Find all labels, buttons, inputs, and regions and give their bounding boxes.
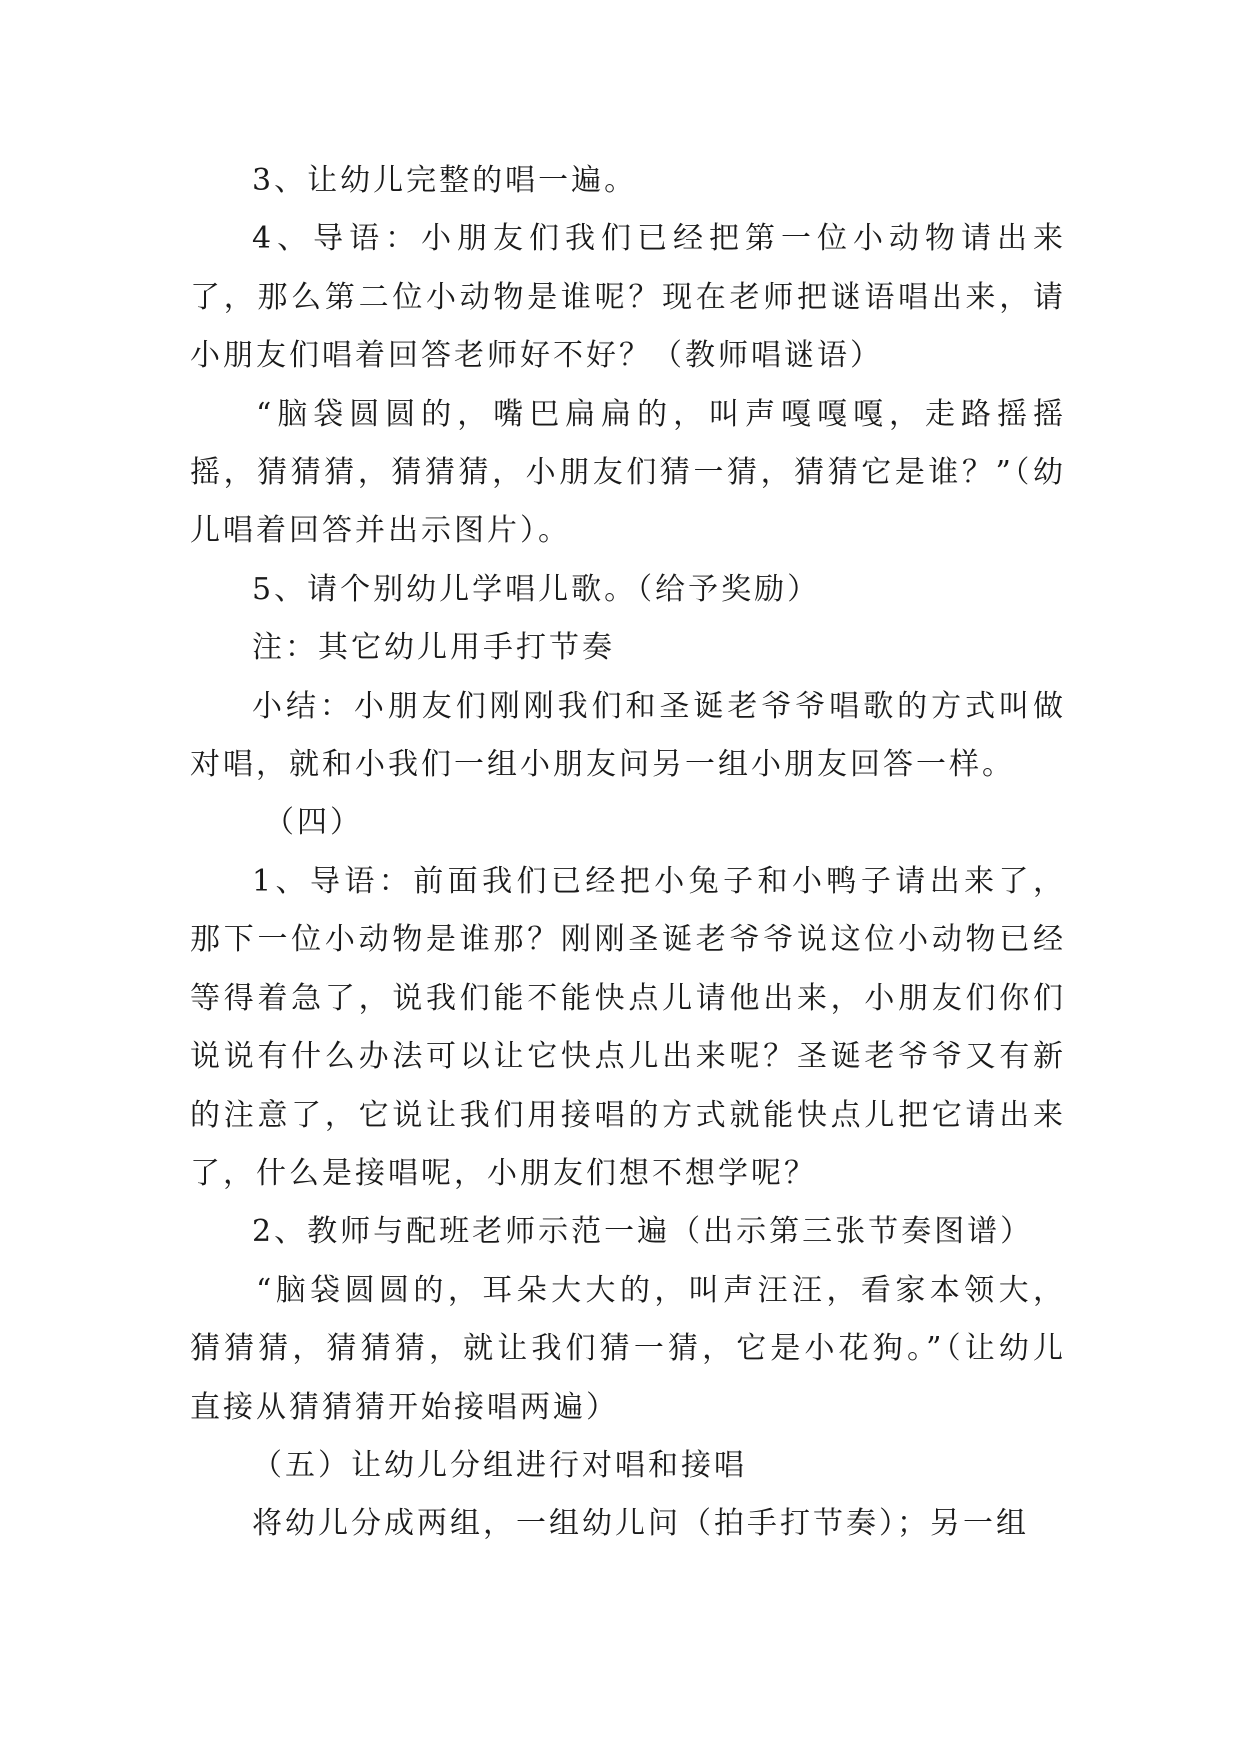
section-heading-5: （五）让幼儿分组进行对唱和接唱 — [252, 1447, 747, 1483]
paragraph-note: 注：其它幼儿用手打节奏 — [252, 630, 615, 666]
paragraph-section4-step-2: 2、教师与配班老师示范一遍（出示第三张节奏图谱） — [252, 1214, 1034, 1250]
paragraph-step-4: 4、导语：小朋友们我们已经把第一位小动物请出来了，那么第二位小动物是谁呢？现在老师把谜语唱出来，请小朋友们唱着回答老师好不好？（教师唱谜语） — [190, 221, 1066, 374]
paragraph-grouping: 将幼儿分成两组，一组幼儿问（拍手打节奏）；另一组 — [252, 1506, 1029, 1542]
document-body — [190, 152, 1066, 1554]
paragraph-step-3: 3、让幼儿完整的唱一遍。 — [252, 163, 638, 198]
paragraph-riddle-dog: “脑袋圆圆的，耳朵大大的，叫声汪汪，看家本领大，猜猜猜，猜猜猜，就让我们猜一猜，它是小花狗。”（让幼儿直接从猜猜猜开始接唱两遍） — [190, 1272, 1066, 1425]
paragraph-riddle-duck: “脑袋圆圆的，嘴巴扁扁的，叫声嘎嘎嘎，走路摇摇摇，猜猜猜，猜猜猜，小朋友们猜一猜，猜猜它是谁？”（幼儿唱着回答并出示图片）。 — [190, 396, 1066, 549]
paragraph-step-5: 5、请个别幼儿学唱儿歌。（给予奖励） — [252, 571, 821, 607]
paragraph-section4-step-1: 1、导语：前面我们已经把小兔子和小鸭子请出来了，那下一位小动物是谁那？刚刚圣诞老爷爷说这位小动物已经等得着急了，说我们能不能快点儿请他出来，小朋友们你们说说有什么办法可以让它快点儿出来呢？圣诞老爷爷又有新的注意了，它说让我们用接唱的方式就能快点儿把它请出来了，什么是接唱呢，小朋友们想不想学呢？ — [190, 863, 1066, 1191]
section-heading-4: （四） — [264, 805, 363, 841]
paragraph-summary: 小结：小朋友们刚刚我们和圣诞老爷爷唱歌的方式叫做对唱，就和小我们一组小朋友问另一组小朋友回答一样。 — [190, 688, 1066, 783]
